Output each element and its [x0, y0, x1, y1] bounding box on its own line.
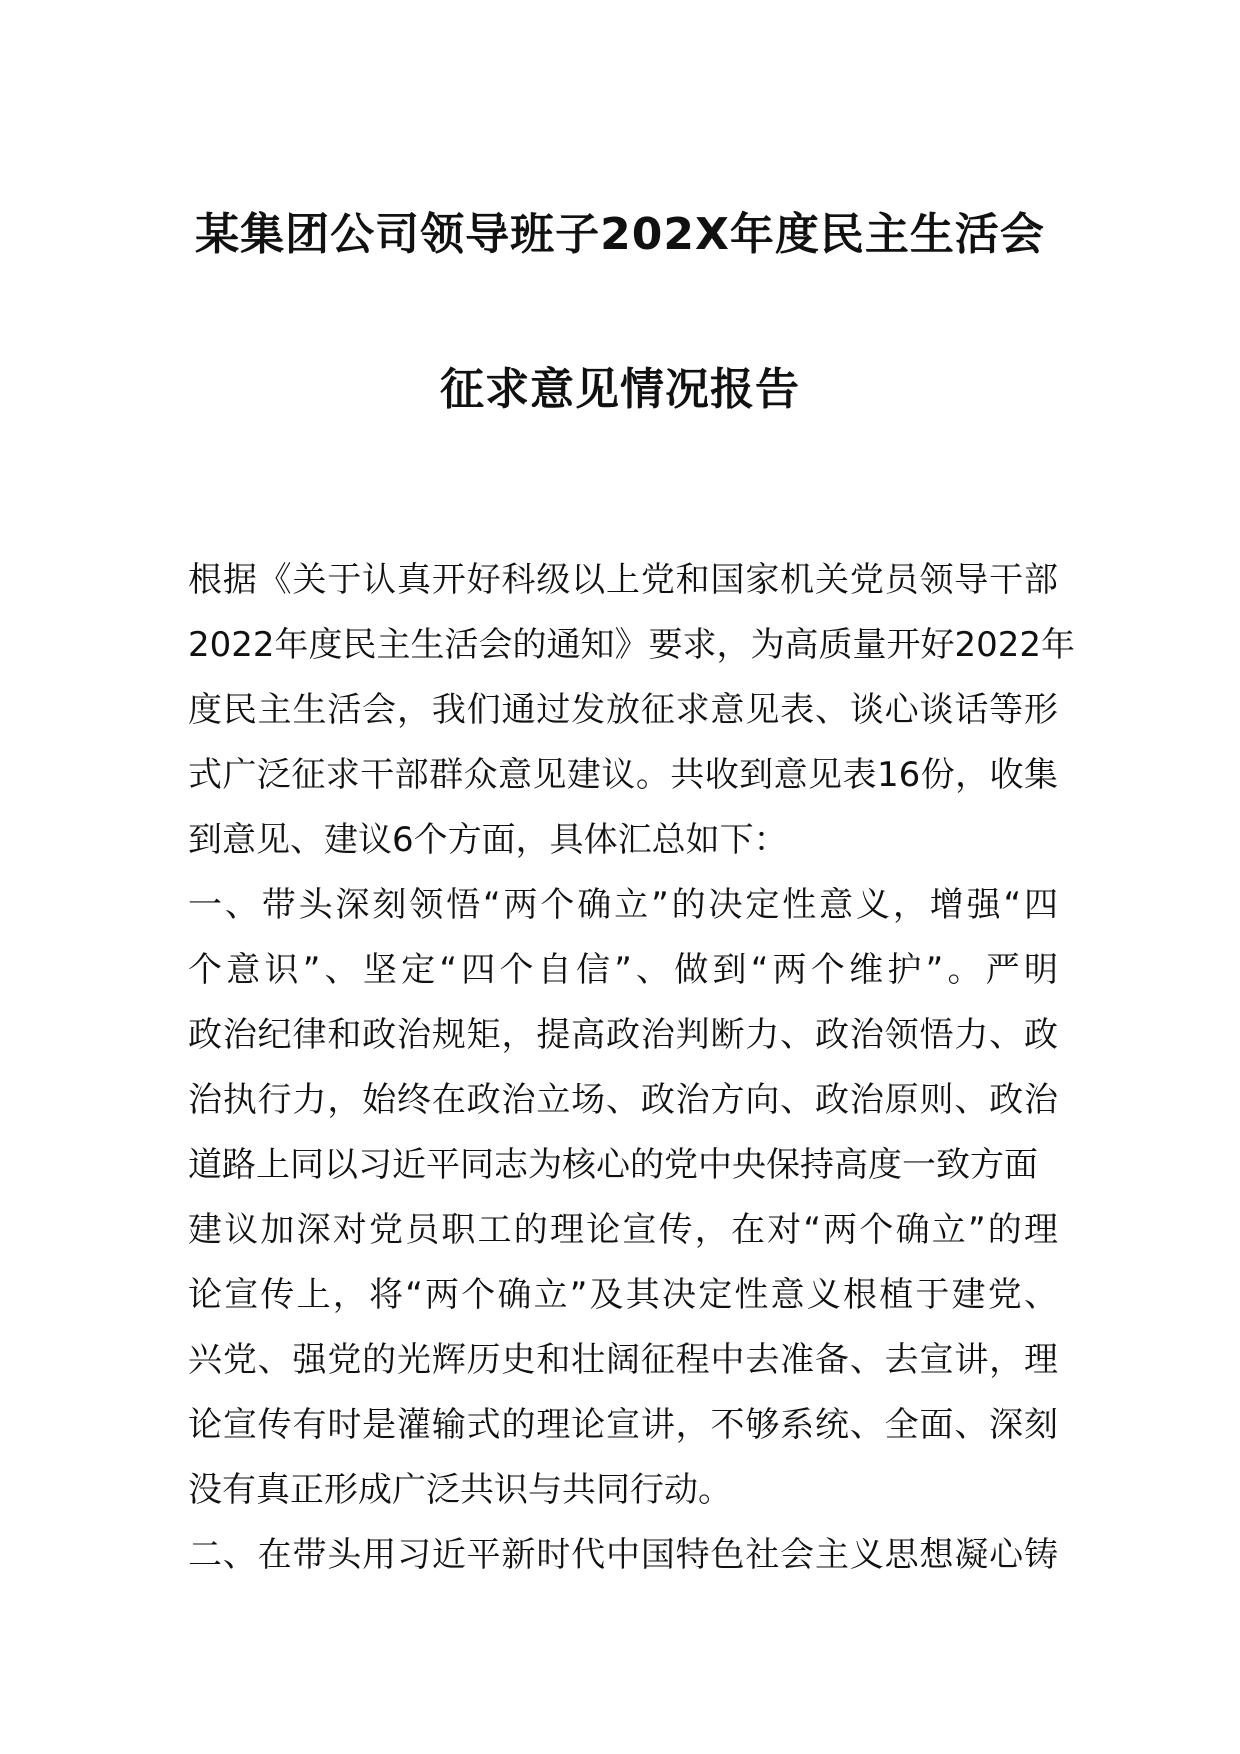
body-line: 治执行力，始终在政治立场、政治方向、政治原则、政治 [188, 1080, 1058, 1120]
body-line: 建议加深对党员职工的理论宣传，在对“两个确立”的理 [188, 1210, 1058, 1250]
body-line: 二、在带头用习近平新时代中国特色社会主义思想凝心铸 [188, 1535, 1058, 1575]
body-line: 个意识”、坚定“四个自信”、做到“两个维护”。严明 [188, 950, 1058, 990]
body-line: 根据《关于认真开好科级以上党和国家机关党员领导干部 [188, 560, 1058, 600]
body-line: 道路上同以习近平同志为核心的党中央保持高度一致方面 [188, 1145, 1038, 1185]
body-line: 论宣传有时是灌输式的理论宣讲，不够系统、全面、深刻 [188, 1405, 1058, 1445]
body-line: 式广泛征求干部群众意见建议。共收到意见表16份，收集 [188, 755, 1058, 795]
body-line: 到意见、建议6个方面，具体汇总如下： [188, 820, 788, 860]
body-line: 度民主生活会，我们通过发放征求意见表、谈心谈话等形 [188, 690, 1058, 730]
document-body [188, 548, 1076, 1588]
body-line: 没有真正形成广泛共识与共同行动。 [188, 1470, 732, 1510]
body-line: 一、带头深刻领悟“两个确立”的决定性意义，增强“四 [188, 885, 1058, 925]
document-title-line-2: 征求意见情况报告 [440, 364, 800, 415]
body-line: 政治纪律和政治规矩，提高政治判断力、政治领悟力、政 [188, 1015, 1058, 1055]
body-line: 兴党、强党的光辉历史和壮阔征程中去准备、去宣讲，理 [188, 1340, 1058, 1380]
document-title-line-1: 某集团公司领导班子202X年度民主生活会 [195, 209, 1045, 260]
body-line: 2022年度民主生活会的通知》要求，为高质量开好2022年 [188, 625, 1076, 665]
body-line: 论宣传上，将“两个确立”及其决定性意义根植于建党、 [188, 1275, 1058, 1315]
